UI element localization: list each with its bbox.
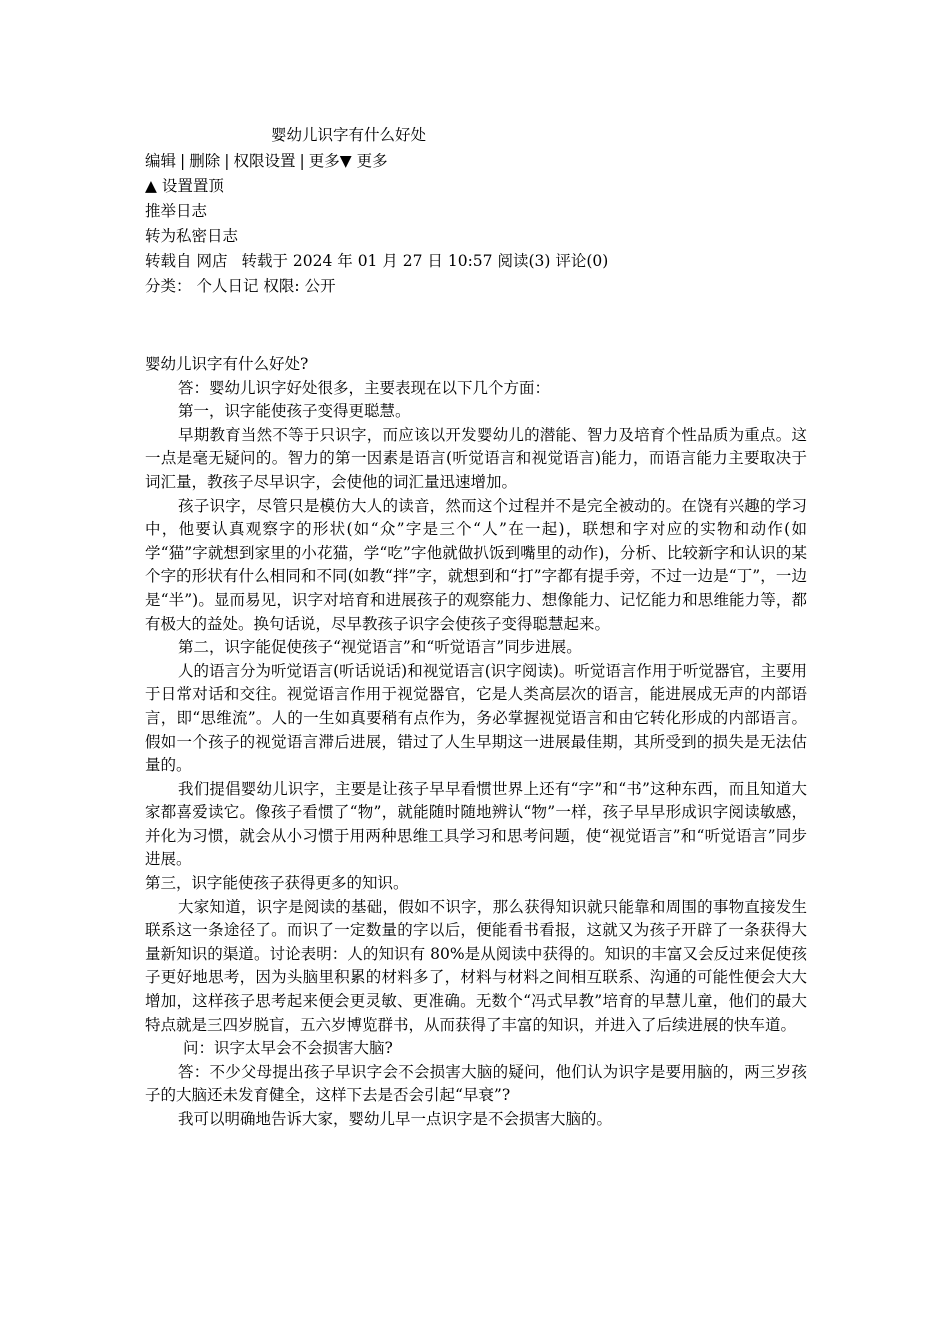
read-count[interactable]: 阅读(3) <box>497 252 551 270</box>
delete-link[interactable]: 删除 <box>189 152 221 170</box>
permission-settings-link[interactable]: 权限设置 <box>233 152 296 170</box>
post-title: 婴幼儿识字有什么好处 <box>271 126 427 144</box>
pin-to-top-link[interactable]: ▲ 设置置顶 <box>145 177 224 195</box>
edit-link[interactable]: 编辑 <box>145 152 177 170</box>
article-body <box>145 353 807 1132</box>
section-heading: 第二，识字能促使孩子“视觉语言”和“听觉语言”同步进展。 <box>178 638 582 657</box>
question: 问：识字太早会不会损害大脑? <box>183 1039 393 1058</box>
separator: | <box>224 152 230 170</box>
permission-label: 权限: <box>263 277 300 295</box>
make-private-link[interactable]: 转为私密日志 <box>145 227 239 245</box>
paragraph: 答：不少父母提出孩子早识字会不会损害大脑的疑问，他们认为识字是要用脑的，两三岁孩子的大脑还未发育健全，这样下去是否会引起“早衰”? <box>145 1062 807 1105</box>
more-link[interactable]: 更多 <box>356 152 388 170</box>
answer-intro: 答：婴幼儿识字好处很多，主要表现在以下几个方面： <box>178 378 551 397</box>
blog-post <box>145 123 807 1132</box>
post-category <box>145 274 807 299</box>
more-dropdown-toggle[interactable]: 更多▼ <box>308 152 352 170</box>
comment-count[interactable]: 评论(0) <box>555 252 609 270</box>
post-meta <box>145 249 807 274</box>
paragraph: 我们提倡婴幼儿识字，主要是让孩子早早看惯世界上还有“字”和“书”这种东西，而且知道大家都喜爱读它。像孩子看惯了“物”，就能随时随地辨认“物”一样，孩子早早形成识字阅读敏感，并化为习惯，就会从小习惯于用两种思维工具学习和思考问题，使“视觉语言”和“听觉语言”同步进展。 <box>145 779 807 869</box>
post-action-bar <box>145 149 807 174</box>
category-label: 分类： <box>145 277 192 295</box>
category-link[interactable]: 个人日记 <box>196 277 259 295</box>
paragraph: 大家知道，识字是阅读的基础，假如不识字，那么获得知识就只能靠和周围的事物直接发生联系这一条途径了。而识了一定数量的字以后，便能看书看报，这就又为孩子开辟了一条获得大量新知识的渠道。讨论表明：人的知识有 80%是从阅读中获得的。知识的丰富又会反过来促使孩子更好地思考，因为头脑里积累的材料多了，材料与材料之间相互联系、沟通的可能性便会大大增加，这样孩子思考起来便会更灵敏、更准确。无数个“冯式早教”培育的早慧儿童，他们的最大特点就是三四岁脱盲，五六岁博览群书，从而获得了丰富的知识，并进入了后续进展的快车道。 <box>145 897 807 1034</box>
recommend-post-link[interactable]: 推举日志 <box>145 202 208 220</box>
separator: | <box>180 152 186 170</box>
repost-time: 转载于 2024 年 01 月 27 日 10:57 <box>241 252 493 270</box>
article-heading: 婴幼儿识字有什么好处? <box>145 355 309 373</box>
paragraph: 人的语言分为听觉语言(听话说话)和视觉语言(识字阅读)。听觉语言作用于听觉器官，主要用于日常对话和交往。视觉语言作用于视觉器官，它是人类高层次的语言，能进展成无声的内部语言，即“思维流”。人的一生如真要稍有点作为，务必掌握视觉语言和由它转化形成的内部语言。假如一个孩子的视觉语言滞后进展，错过了人生早期这一进展最佳期，其所受到的损失是无法估量的。 <box>145 661 807 775</box>
separator: | <box>299 152 305 170</box>
source-link[interactable]: 网店 <box>196 252 228 270</box>
permission-value: 公开 <box>304 277 336 295</box>
section-heading: 第一，识字能使孩子变得更聪慧。 <box>178 402 411 421</box>
paragraph: 早期教育当然不等于只识字，而应该以开发婴幼儿的潜能、智力及培育个性品质为重点。这一点是毫无疑问的。智力的第一因素是语言(听觉语言和视觉语言)能力，而语言能力主要取决于词汇量，教孩子尽早识字，会使他的词汇量迅速增加。 <box>145 425 807 491</box>
spacer <box>145 299 807 353</box>
paragraph: 孩子识字，尽管只是模仿大人的读音，然而这个过程并不是完全被动的。在饶有兴趣的学习中，他要认真观察字的形状(如“众”字是三个“人”在一起)，联想和字对应的实物和动作(如学“猫”字就想到家里的小花猫，学“吃”字他就做扒饭到嘴里的动作)，分析、比较新字和认识的某个字的形状有什么相同和不同(如教“拌”字，就想到和“打”字都有提手旁，不过一边是“丁”，一边是“半”)。显而易见，识字对培育和进展孩子的观察能力、想像能力、记忆能力和思维能力等，都有极大的益处。换句话说，尽早教孩子识字会使孩子变得聪慧起来。 <box>145 496 807 633</box>
source-label: 转载自 <box>145 252 192 270</box>
paragraph: 我可以明确地告诉大家，婴幼儿早一点识字是不会损害大脑的。 <box>178 1110 613 1128</box>
section-heading: 第三，识字能使孩子获得更多的知识。 <box>145 874 409 893</box>
